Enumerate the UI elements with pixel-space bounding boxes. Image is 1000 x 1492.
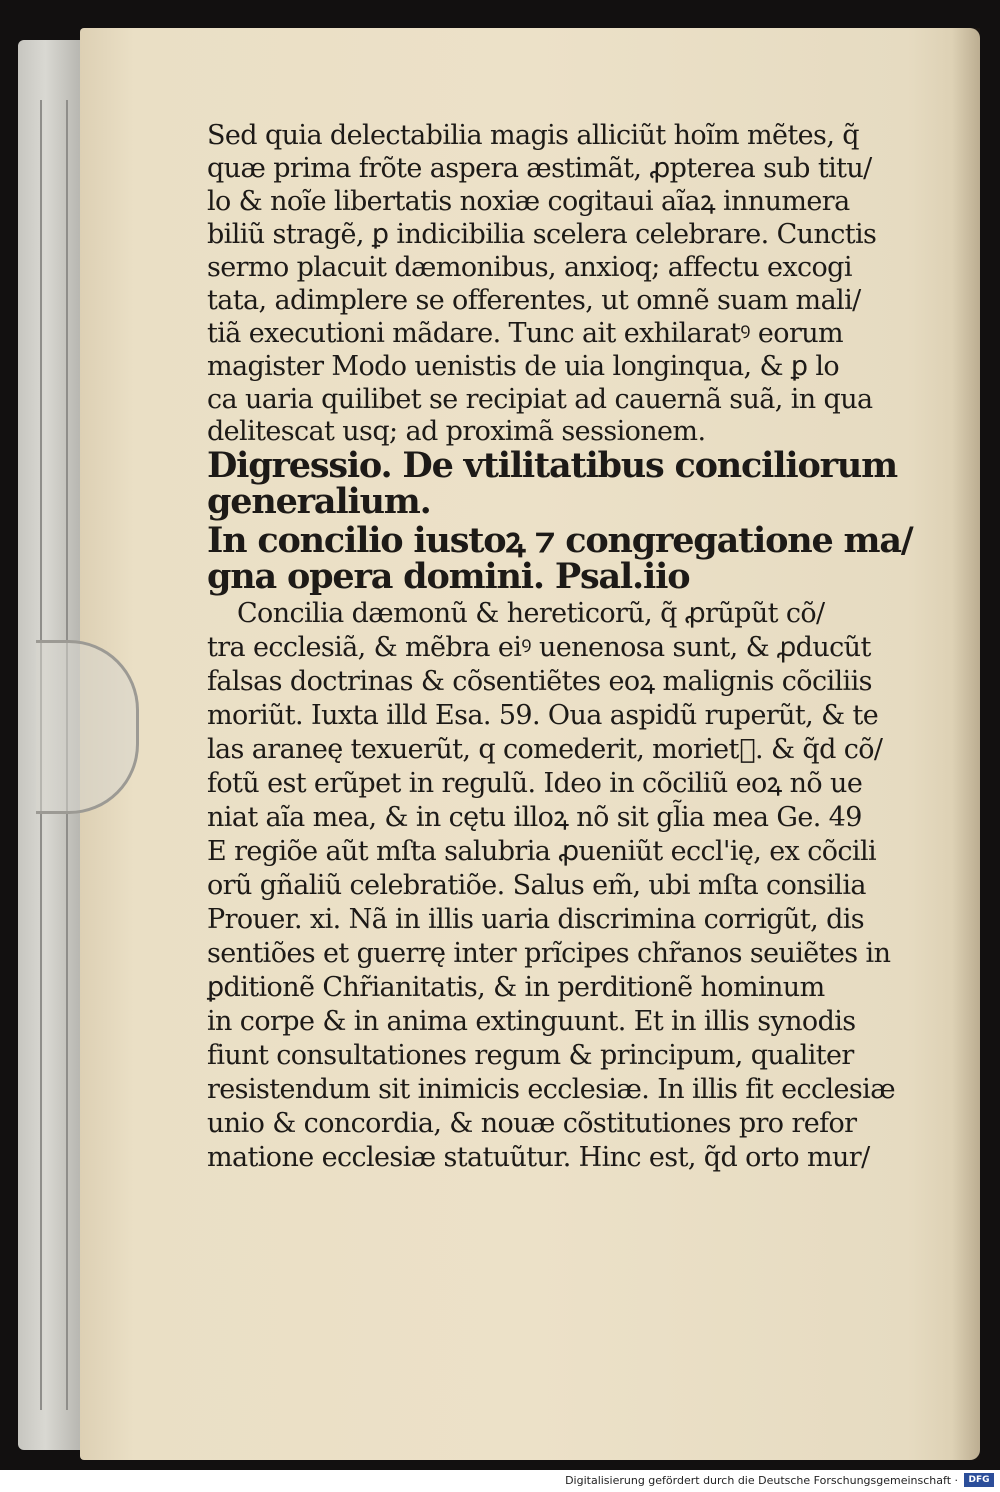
text-line: lo & noĩe libertatis noxiæ cogitaui aĩaꝝ innumera — [207, 186, 850, 217]
text-line: Concilia dæmonũ & hereticorũ, q̃ ꝓrũpũt cõ/ — [237, 598, 825, 629]
digitization-footer — [0, 1470, 1000, 1492]
psalm-heading: In concilio iustoꝝ ⁊ congregatione ma/ — [207, 520, 913, 561]
text-line: biliũ stragẽ, ꝑ indicibilia scelera celebrare. Cunctis — [207, 219, 877, 250]
text-line: matione ecclesiæ statuũtur. Hinc est, q̃d orto mur/ — [207, 1142, 870, 1173]
text-line: ꝑditionẽ Chr̃ianitatis, & in perditionẽ hominum — [207, 972, 825, 1003]
text-line: in corpe & in anima extinguunt. Et in illis synodis — [207, 1006, 856, 1037]
text-line: sermo placuit dæmonibus, anxioq; affectu excogi — [207, 252, 852, 283]
section-heading: generalium. — [207, 481, 431, 522]
text-line: tata, adimplere se offerentes, ut omnẽ suam mali/ — [207, 285, 861, 316]
text-line: niat aĩa mea, & in cętu illoꝝ nõ sit gl̃ia mea Ge. 49 — [207, 802, 862, 833]
text-line: orũ gñaliũ celebratiõe. Salus em̃, ubi mſta consilia — [207, 870, 866, 901]
text-line: ca uaria quilibet se recipiat ad cauernã suã, in qua — [207, 384, 873, 415]
text-line: fotũ est erũpet in regulũ. Ideo in cõciliũ eoꝝ nõ ue — [207, 768, 863, 799]
text-line: magister Modo uenistis de uia longinqua, & ꝑ lo — [207, 351, 840, 382]
text-line: las araneę texuerũt, q comederit, morietᷣ. & q̃d cõ/ — [207, 734, 883, 765]
text-line: fiunt consultationes regum & principum, qualiter — [207, 1040, 854, 1071]
text-line: delitescat usq; ad proximã sessionem. — [207, 416, 706, 447]
psalm-heading: gna opera domini. Psal.iio — [207, 556, 690, 597]
text-line: Prouer. xi. Nã in illis uaria discrimina corrigũt, dis — [207, 904, 865, 935]
dfg-logo: DFG — [964, 1473, 994, 1487]
text-line: tra ecclesiã, & mẽbra eiꝰ uenenosa sunt, & ꝓducũt — [207, 632, 871, 663]
text-line: quæ prima frõte aspera æstimãt, ꝓpterea sub titu/ — [207, 153, 872, 184]
text-line: sentiões et guerrę inter prĩcipes chr̃anos seuiẽtes in — [207, 938, 891, 969]
text-line: unio & concordia, & nouæ cõstitutiones pro refor — [207, 1108, 857, 1139]
funding-credit: Digitalisierung gefördert durch die Deutsche Forschungsgemeinschaft · — [565, 1474, 958, 1487]
text-line: E regiõe aũt mſta salubria ꝓueniũt eccl'ię, ex cõcili — [207, 836, 877, 867]
page-shadow — [952, 28, 980, 1460]
text-line: falsas doctrinas & cõsentiẽtes eoꝝ malignis cõciliis — [207, 666, 872, 697]
text-line: resistendum sit inimicis ecclesiæ. In illis fit ecclesiæ — [207, 1074, 895, 1105]
text-line: tiã executioni mãdare. Tunc ait exhilaratꝰ eorum — [207, 318, 844, 349]
text-line: Sed quia delectabilia magis alliciũt hoĩm mẽtes, q̃ — [207, 120, 859, 151]
text-line: moriũt. Iuxta illd Esa. 59. Oua aspidũ ruperũt, & te — [207, 700, 879, 731]
section-heading: Digressio. De vtilitatibus conciliorum — [207, 445, 897, 486]
